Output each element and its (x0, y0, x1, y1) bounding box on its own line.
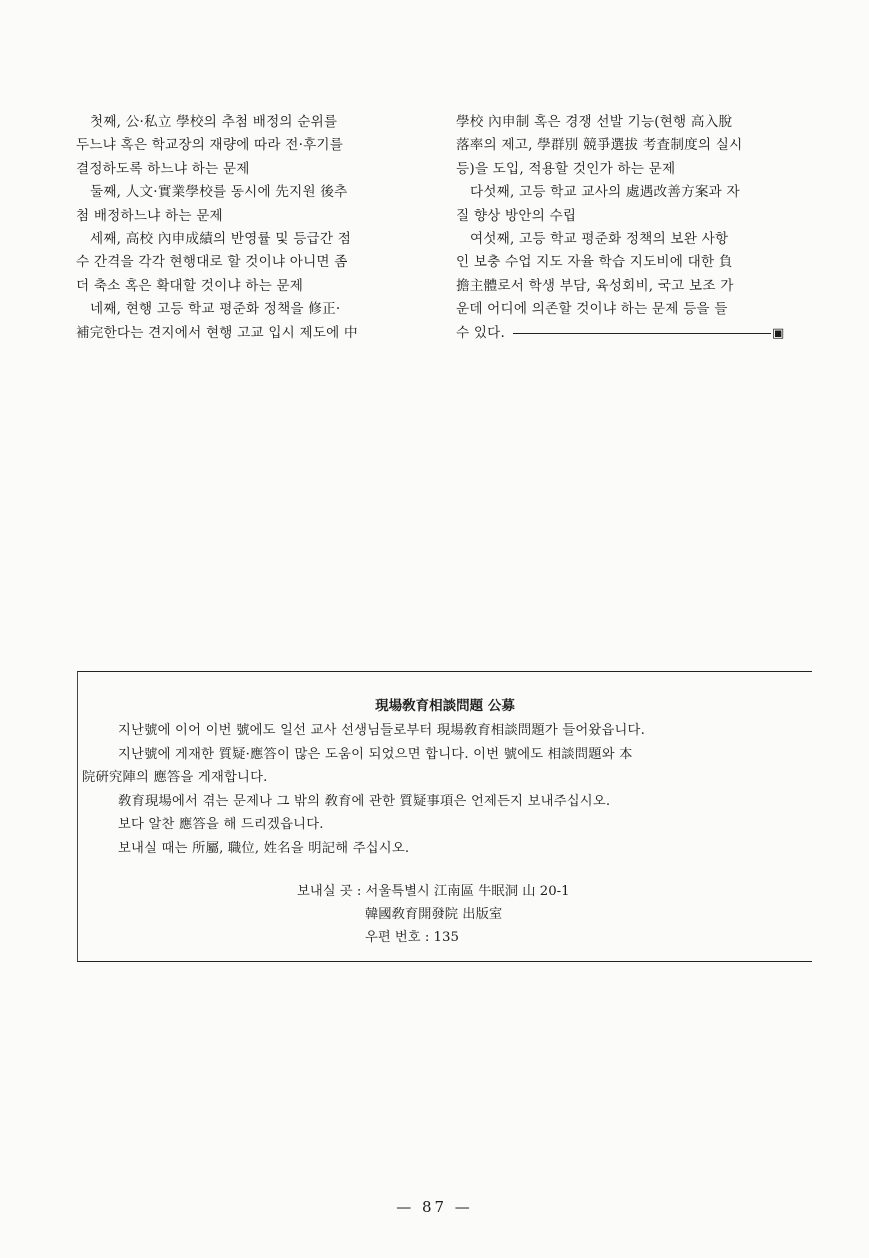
diamond-in-square-icon: ▣ (772, 325, 785, 341)
text-line: 두느냐 혹은 학교장의 재량에 따라 전·후기를 (76, 137, 344, 154)
text-line: 질 향상 방안의 수립 (456, 207, 577, 224)
last-text-line (456, 322, 806, 345)
text-line: 결정하도록 하느냐 하는 문제 (76, 160, 250, 177)
notice-box (77, 671, 812, 962)
mailing-address (78, 880, 812, 949)
text-line: 둘째, 人文·實業學校를 동시에 先지원 後추 (90, 184, 348, 201)
notice-line: 지난號에 게재한 質疑·應答이 많은 도움이 되었으면 합니다. 이번 號에도 相談問題와 本 (118, 746, 633, 762)
text-line: 擔主體로서 학생 부담, 육성회비, 국고 보조 가 (456, 277, 734, 294)
notice-line: 보내실 때는 所屬, 職位, 姓名을 明記해 주십시오. (118, 840, 410, 856)
notice-line: 院硏究陣의 應答을 게재합니다. (82, 770, 268, 786)
text-line: 落率의 제고, 學群別 競爭選拔 考査制度의 실시 (456, 137, 743, 154)
end-rule (513, 333, 771, 334)
text-line: 세째, 高校 內申成績의 반영률 및 등급간 점 (90, 230, 352, 247)
notice-title: 現場敎育相談問題 公募 (375, 698, 515, 714)
postal-code: 우편 번호 : 135 (365, 930, 459, 945)
text-line: 인 보충 수업 지도 자율 학습 지도비에 대한 負 (456, 254, 733, 271)
text-line: 수 간격을 각각 현행대로 할 것이냐 아니면 좀 (76, 254, 348, 271)
text-line: 學校 內申制 혹은 경쟁 선발 기능(현행 高入脫 (456, 114, 733, 130)
text-line: 네째, 현행 고등 학교 평준화 정책을 修正· (90, 301, 341, 318)
notice-line: 지난號에 이어 이번 號에도 일선 교사 선생님들로부터 現場敎育相談問題가 들어왔읍니다. (118, 723, 646, 738)
text-line: 운데 어디에 의존할 것이냐 하는 문제 등을 들 (456, 301, 728, 318)
notice-line: 敎育現場에서 겪는 문제나 그 밖의 敎育에 관한 質疑事項은 언제든지 보내주십시오. (118, 793, 611, 809)
address-line: 보내실 곳 : 서울특별시 江南區 牛眠洞 山 20-1 (297, 884, 570, 899)
address-org: 韓國敎育開發院 出版室 (365, 907, 503, 922)
body-column-right (456, 111, 806, 345)
text-line: 여섯째, 고등 학교 평준화 정책의 보완 사항 (470, 230, 729, 247)
notice-line: 보다 알찬 應答을 해 드리겠읍니다. (118, 817, 324, 833)
text-line: 수 있다. (456, 324, 506, 341)
text-line: 補完한다는 견지에서 현행 고교 입시 제도에 中 (76, 324, 358, 341)
text-line: 등)을 도입, 적용할 것인가 하는 문제 (456, 160, 676, 177)
text-line: 다섯째, 고등 학교 교사의 處遇改善方案과 자 (470, 184, 740, 201)
notice-body (82, 719, 802, 861)
text-line: 첨 배정하느냐 하는 문제 (76, 207, 223, 224)
page-number: — 87 — (396, 1198, 473, 1216)
text-line: 더 축소 혹은 확대할 것이냐 하는 문제 (76, 277, 304, 294)
text-line: 첫째, 公·私立 學校의 추첨 배정의 순위를 (90, 114, 338, 130)
body-column-left (76, 111, 426, 345)
